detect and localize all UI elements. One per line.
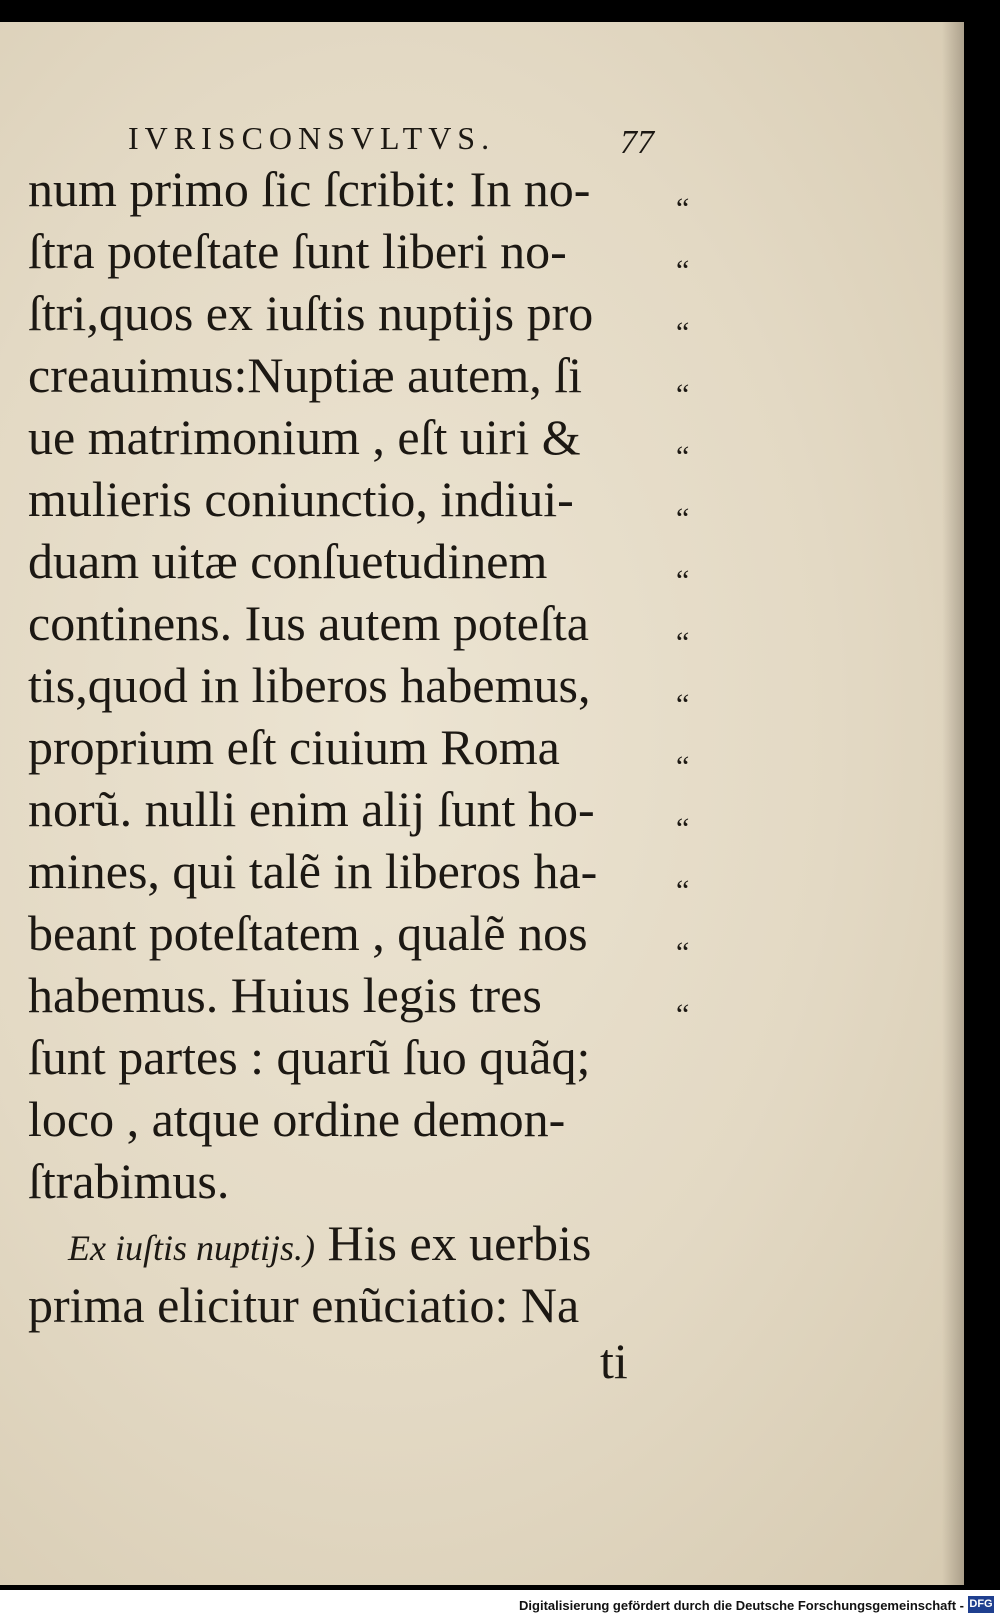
text-line: ſtrabimus. xyxy=(28,1153,230,1209)
quote-mark: “ xyxy=(676,378,690,411)
footer-credit: Digitalisierung gefördert durch die Deutsche Forschungsgemeinschaft - xyxy=(519,1598,964,1613)
quote-mark: “ xyxy=(676,564,690,597)
quote-mark: “ xyxy=(676,192,690,225)
text-line: habemus. Huius legis tres xyxy=(28,967,542,1023)
text-block xyxy=(28,158,668,1336)
text-line: ſtra poteſtate ſunt liberi no- xyxy=(28,223,567,279)
quote-mark: “ xyxy=(676,254,690,287)
text-line: mines, qui talẽ in liberos ha- xyxy=(28,843,598,899)
text-line: continens. Ius autem poteſta xyxy=(28,595,589,651)
text-line: duam uitæ conſuetudinem xyxy=(28,533,548,589)
quote-mark: “ xyxy=(676,626,690,659)
page-edge-shadow xyxy=(942,22,964,1585)
dfg-logo: DFG xyxy=(968,1596,994,1613)
lemma-line: Ex iuſtis nuptijs.) His ex uerbis xyxy=(68,1215,592,1271)
quote-mark: “ xyxy=(676,812,690,845)
quote-mark: “ xyxy=(676,874,690,907)
running-head: IVRISCONSVLTVS. xyxy=(128,120,496,156)
quote-mark: “ xyxy=(676,936,690,969)
quote-mark: “ xyxy=(676,502,690,535)
text-line: ſtri,quos ex iuſtis nuptijs pro xyxy=(28,285,594,341)
text-line: ue matrimonium , eſt uiri & xyxy=(28,409,581,465)
quote-mark: “ xyxy=(676,688,690,721)
text-line: norũ. nulli enim alij ſunt ho- xyxy=(28,781,595,837)
quote-mark: “ xyxy=(676,750,690,783)
book-page xyxy=(0,22,964,1585)
text-line: creauimus:Nuptiæ autem, ſi xyxy=(28,347,583,403)
text-line: prima elicitur enũciatio: Na xyxy=(28,1277,580,1333)
text-line: tis,quod in liberos habemus, xyxy=(28,657,591,713)
text-line: loco , atque ordine demon- xyxy=(28,1091,566,1147)
text-line: proprium eſt ciuium Roma xyxy=(28,719,560,775)
text-line: beant poteſtatem , qualẽ nos xyxy=(28,905,588,961)
text-line: ſunt partes : quarũ ſuo quãq; xyxy=(28,1029,591,1085)
catchword: ti xyxy=(600,1333,628,1389)
quote-mark: “ xyxy=(676,440,690,473)
lemma: Ex iuſtis nuptijs.) xyxy=(68,1228,315,1268)
text-line: num primo ſic ſcribit: In no- xyxy=(28,161,591,217)
digitization-footer xyxy=(0,1590,1000,1622)
quote-mark: “ xyxy=(676,316,690,349)
quote-mark: “ xyxy=(676,998,690,1031)
page-number: 77 xyxy=(620,124,654,161)
text-line: mulieris coniunctio, indiui- xyxy=(28,471,574,527)
